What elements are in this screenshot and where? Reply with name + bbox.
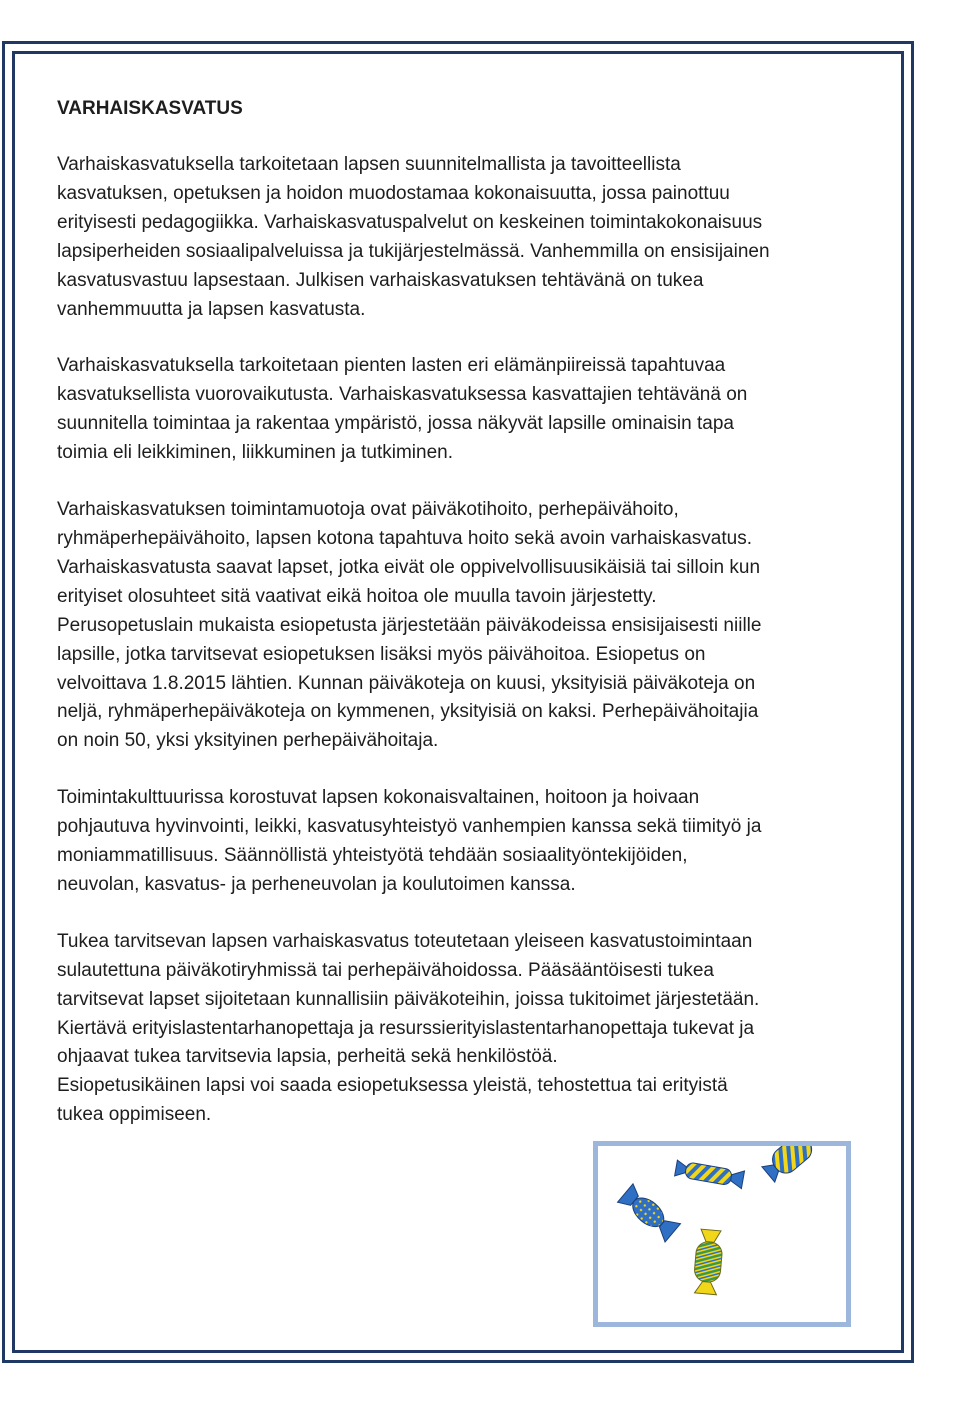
text-line: tarvitsevat lapset sijoitetaan kunnallisiin päiväkoteihin, joissa tukitoimet järjestetään. <box>57 988 760 1010</box>
text-line: Varhaiskasvatuksella tarkoitetaan lapsen suunnitelmallista ja tavoitteellista <box>57 154 681 175</box>
candy-icon <box>760 1146 826 1184</box>
text-line: toimia eli leikkiminen, liikkuminen ja tutkiminen. <box>57 442 453 464</box>
candy-icon <box>618 1184 681 1242</box>
text-line: kasvatusvastuu lapsestaan. Julkisen varhaiskasvatuksen tehtävänä on tukea <box>57 269 704 291</box>
text-line: velvoittava 1.8.2015 lähtien. Kunnan päiväkoteja on kuusi, yksityisiä päiväkoteja on <box>57 672 756 694</box>
text-line: vanhemmuutta ja lapsen kasvatusta. <box>57 298 366 320</box>
paragraph-3 <box>57 496 877 756</box>
paragraph-2 <box>57 352 877 468</box>
text-line: pohjautuva hyvinvointi, leikki, kasvatusyhteistyö vanhempien kanssa sekä tiimityö ja <box>57 816 762 838</box>
candy-drawing <box>598 1146 846 1322</box>
text-line: on noin 50, yksi yksityinen perhepäivähoitaja. <box>57 730 439 752</box>
candy-icon <box>693 1229 724 1295</box>
text-line: Kiertävä erityislastentarhanopettaja ja resurssierityislastentarhanopettaja tukevat ja <box>57 1017 755 1039</box>
paragraph-5 <box>57 928 877 1130</box>
paragraph-1 <box>57 151 877 324</box>
text-line: tukea oppimiseen. <box>57 1104 212 1126</box>
text-line: kasvatuksellista vuorovaikutusta. Varhaiskasvatuksessa kasvattajien tehtävänä on <box>57 384 748 406</box>
text-line: suunnitella toimintaa ja rakentaa ympäristö, jossa näkyvät lapsille ominaisin tapa <box>57 413 734 435</box>
text-line: sulautettuna päiväkotiryhmissä tai perhepäivähoidossa. Pääsääntöisesti tukea <box>57 959 714 981</box>
text-line: lapsille, jotka tarvitsevat esiopetuksen lisäksi myös päivähoitoa. Esiopetus on <box>57 643 706 665</box>
text-line: neljä, ryhmäperhepäiväkoteja on kymmenen, yksityisiä on kaksi. Perhepäivähoitajia <box>57 701 759 723</box>
page-title: VARHAISKASVATUS <box>57 98 243 119</box>
text-line: ryhmäperhepäivähoito, lapsen kotona tapahtuva hoito sekä avoin varhaiskasvatus. <box>57 527 752 549</box>
text-line: neuvolan, kasvatus- ja perheneuvolan ja koulutoimen kanssa. <box>57 873 576 895</box>
text-line: erityiset olosuhteet sitä vaativat eikä hoitoa ole muulla tavoin järjestetty. <box>57 585 657 607</box>
candy-illustration <box>593 1141 851 1327</box>
text-line: Varhaiskasvatuksen toimintamuotoja ovat päiväkotihoito, perhepäivähoito, <box>57 499 679 521</box>
paragraph-4 <box>57 784 877 900</box>
text-line: Perusopetuslain mukaista esiopetusta järjestetään päiväkodeissa ensisijaisesti niille <box>57 614 762 636</box>
text-line: moniammatillisuus. Säännöllistä yhteistyötä tehdään sosiaalityöntekijöiden, <box>57 845 688 867</box>
text-line: Esiopetusikäinen lapsi voi saada esiopetuksessa yleistä, tehostettua tai erityistä <box>57 1075 728 1097</box>
text-line: erityisesti pedagogiikka. Varhaiskasvatuspalvelut on keskeinen toimintakokonaisuus <box>57 211 763 233</box>
document-body <box>57 95 877 1158</box>
text-line: ohjaavat tukea tarvitsevia lapsia, perheitä sekä henkilöstöä. <box>57 1046 558 1068</box>
text-line: kasvatuksen, opetuksen ja hoidon muodostamaa kokonaisuutta, jossa painottuu <box>57 182 730 204</box>
text-line: Varhaiskasvatusta saavat lapset, jotka eivät ole oppivelvollisuusikäisiä tai silloin kun <box>57 556 761 578</box>
text-line: Toimintakulttuurissa korostuvat lapsen kokonaisvaltainen, hoitoon ja hoivaan <box>57 787 700 809</box>
text-line: Varhaiskasvatuksella tarkoitetaan pienten lasten eri elämänpiireissä tapahtuvaa <box>57 355 726 377</box>
text-line: Tukea tarvitsevan lapsen varhaiskasvatus toteutetaan yleiseen kasvatustoimintaan <box>57 930 753 952</box>
candy-icon <box>674 1159 744 1189</box>
text-line: lapsiperheiden sosiaalipalveluissa ja tukijärjestelmässä. Vanhemmilla on ensisijainen <box>57 240 770 262</box>
